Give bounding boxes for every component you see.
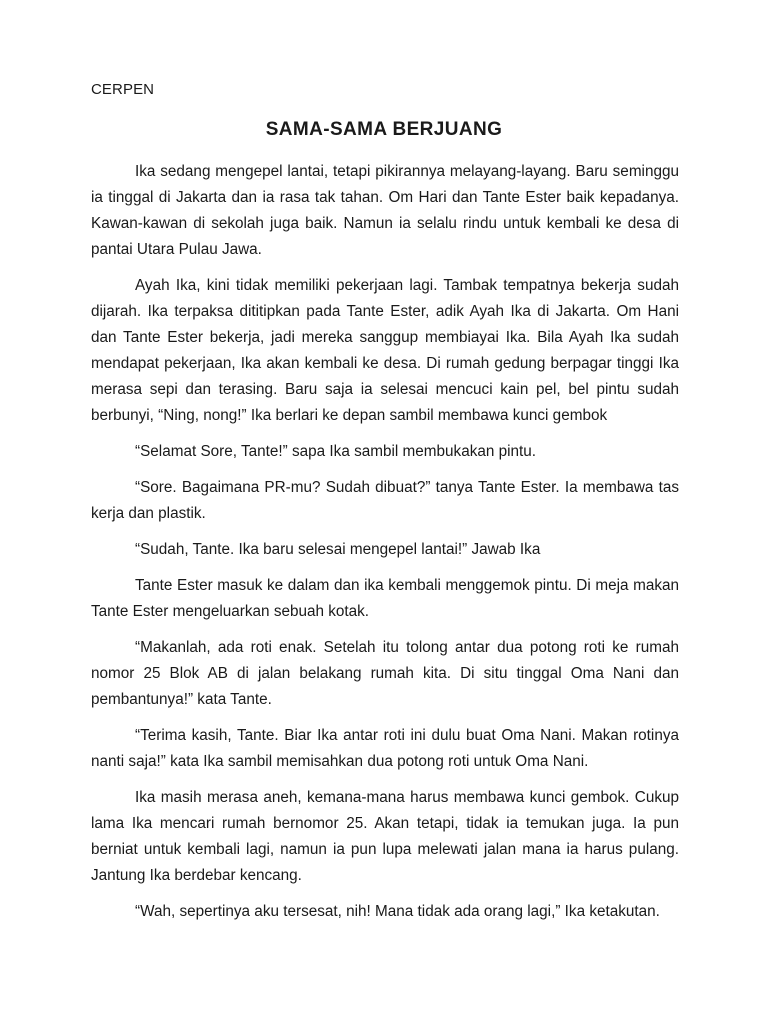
story-paragraph: “Terima kasih, Tante. Biar Ika antar roti ini dulu buat Oma Nani. Makan rotinya nanti saja!” kata Ika sambil memisahkan dua potong roti untuk Oma Nani. [91, 727, 679, 770]
story-paragraph: “Makanlah, ada roti enak. Setelah itu tolong antar dua potong roti ke rumah nomor 25 Blok AB di jalan belakang rumah kita. Di situ tinggal Oma Nani dan pembantunya!” kata Tante. [91, 639, 679, 708]
story-title: SAMA-SAMA BERJUANG [265, 119, 503, 140]
story-paragraph: “Sudah, Tante. Ika baru selesai mengepel lantai!” Jawab Ika [135, 541, 541, 558]
document-label: CERPEN [91, 81, 155, 98]
story-paragraph: Ayah Ika, kini tidak memiliki pekerjaan lagi. Tambak tempatnya bekerja sudah dijarah. Ika terpaksa dititipkan pada Tante Ester, adik Ayah Ika di Jakarta. Om Hani dan Tante Ester bekerja, jadi mereka sanggup membiayai Ika. Bila Ayah Ika sudah mendapat pekerjaan, Ika akan kembali ke desa. Di rumah gedung berpagar tinggi Ika merasa sepi dan terasing. Baru saja ia selesai mencuci kain pel, bel pintu sudah berbunyi, “Ning, nong!” Ika berlari ke depan sambil membawa kunci gembok [91, 277, 679, 424]
story-paragraph: “Selamat Sore, Tante!” sapa Ika sambil membukakan pintu. [135, 443, 537, 460]
story-body [91, 159, 679, 935]
story-paragraph: Ika sedang mengepel lantai, tetapi pikirannya melayang-layang. Baru seminggu ia tinggal di Jakarta dan ia rasa tak tahan. Om Hari dan Tante Ester baik kepadanya. Kawan-kawan di sekolah juga baik. Namun ia selalu rindu untuk kembali ke desa di pantai Utara Pulau Jawa. [91, 163, 679, 258]
story-paragraph: “Wah, sepertinya aku tersesat, nih! Mana tidak ada orang lagi,” Ika ketakutan. [135, 903, 660, 920]
story-paragraph: “Sore. Bagaimana PR-mu? Sudah dibuat?” tanya Tante Ester. Ia membawa tas kerja dan plastik. [91, 479, 679, 522]
story-paragraph: Ika masih merasa aneh, kemana-mana harus membawa kunci gembok. Cukup lama Ika mencari rumah bernomor 25. Akan tetapi, tidak ia temukan juga. Ia pun berniat untuk kembali lagi, namun ia pun lupa melewati jalan mana ia harus pulang. Jantung Ika berdebar kencang. [91, 789, 679, 884]
story-paragraph: Tante Ester masuk ke dalam dan ika kembali menggemok pintu. Di meja makan Tante Ester mengeluarkan sebuah kotak. [91, 577, 679, 620]
